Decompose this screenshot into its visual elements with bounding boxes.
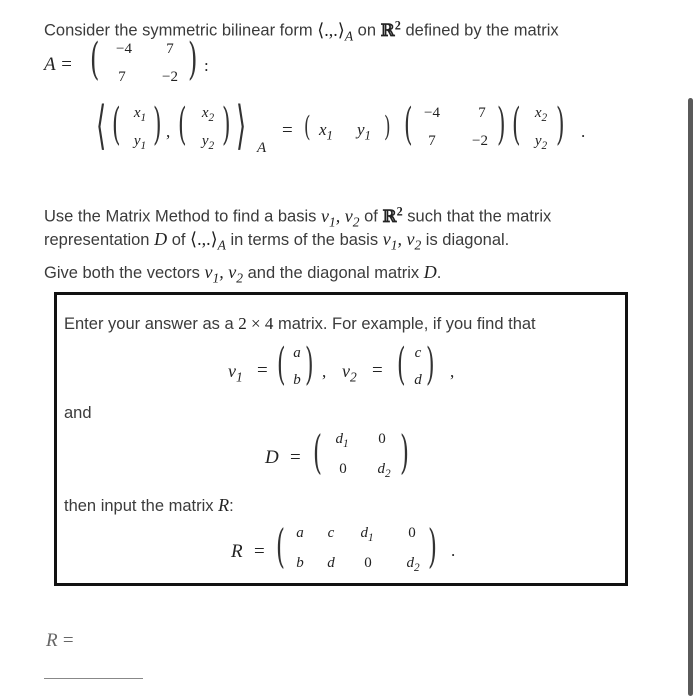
real-space-symbol: ℝ$^2$ [380, 18, 401, 41]
matrix-cell: −4 [116, 41, 132, 57]
intro-line: Consider the symmetric bilinear form $⟨.,.⟩_A$ on ℝ$^2$ defined by the matrix [44, 18, 559, 44]
instruction-line: Enter your answer as a 2 × 4 matrix. For example, if you find that [64, 314, 536, 333]
answer-input[interactable] [44, 678, 143, 679]
then-input-line: then input the matrix R: [64, 495, 234, 515]
scrollbar[interactable] [688, 98, 693, 696]
question-line-2: representation D of $⟨.,.⟩_A$ in terms of the basis $v_1$, $v_2$ is diagonal. [44, 229, 510, 253]
question-line-1: Use the Matrix Method to find a basis $v_1$, $v_2$ of ℝ$^2$ such that the matrix [44, 204, 552, 230]
paren-right: ) [188, 34, 198, 85]
angle-left: ⟨ [96, 96, 107, 156]
vector-entry: $x_1$ [133, 105, 147, 124]
matrix-cell: 7 [166, 41, 174, 57]
matrix-cell: 7 [118, 69, 126, 85]
matrix-a-label: A = [44, 54, 73, 75]
vector-entry: $y_1$ [133, 133, 147, 152]
paren-left: ( [90, 34, 100, 85]
question-line-3: Give both the vectors $v_1$, $v_2$ and the diagonal matrix D. [44, 262, 442, 286]
bilinear-form-symbol: $⟨.,.⟩_A$ [317, 19, 354, 44]
vector-entry: $y_2$ [534, 133, 548, 152]
vector-entry: $y_2$ [201, 133, 215, 152]
matrix-cell: −2 [162, 69, 178, 85]
answer-label: R = [46, 630, 74, 651]
angle-right: ⟩ [236, 96, 247, 156]
and-label: and [64, 404, 92, 422]
vector-entry: $x_2$ [534, 105, 548, 124]
vector-entry: $x_2$ [201, 105, 215, 124]
